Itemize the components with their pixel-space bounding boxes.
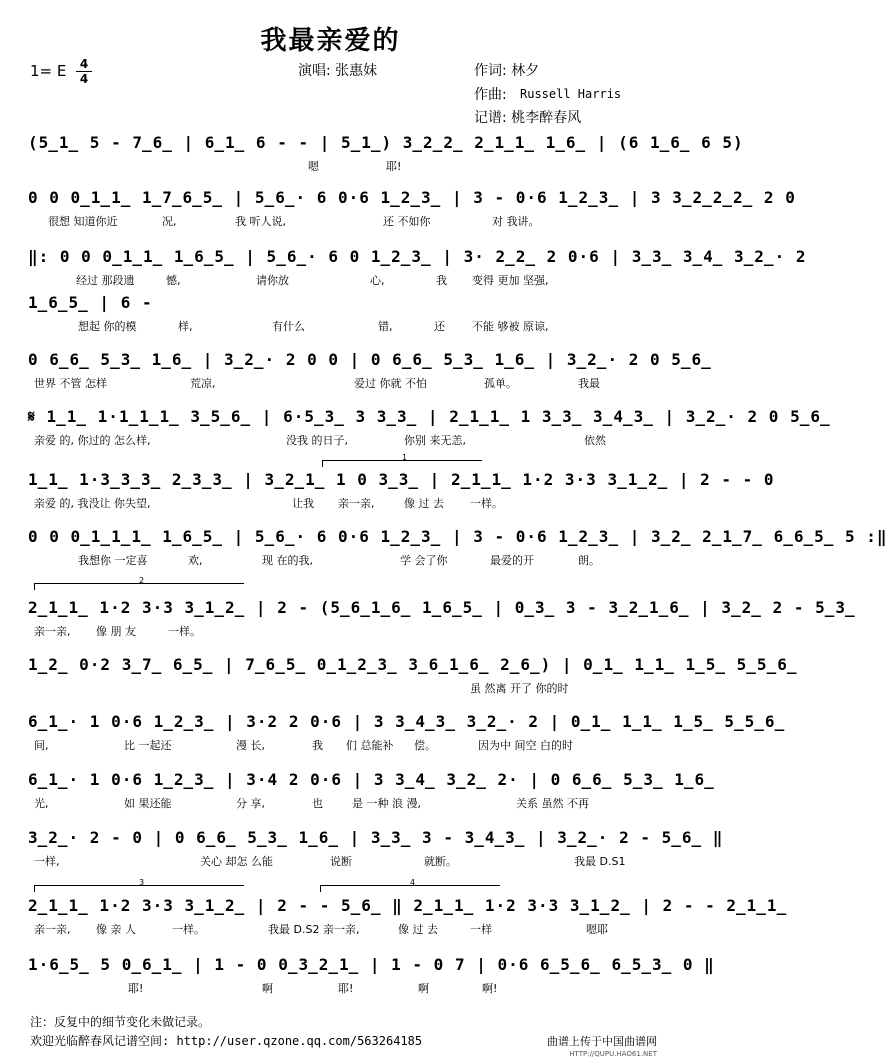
score-row-5: 0 6̲6̲ 5̲3̲ 1̲6̲ | 3̲2̲· 2 0 0 | 0 6̲6̲ 5̲3̲ 1̲6̲ | 3̲2̲· 2 0 5̲6̲ <box>28 350 712 369</box>
lyric-fragment: 对 我讲。 <box>492 215 540 228</box>
lyric-fragment: 样, <box>178 320 193 333</box>
meter-top: 4 <box>79 57 89 71</box>
lyric-fragment: 依然 <box>584 434 606 447</box>
lyric-fragment: 我 听人说, <box>235 215 286 228</box>
lyric-fragment: 关系 虽然 不再 <box>516 797 589 810</box>
site-watermark <box>547 1035 657 1061</box>
lyric-fragment: 学 会了你 <box>400 554 448 567</box>
score-row-10: 1̲2̲ 0·2 3̲7̲ 6̲5̲ | 7̲6̲5̲ 0̲1̲2̲3̲ 3̲6̲1̲6̲ 2̲6̲) | 0̲1̲ 1̲1̲ 1̲5̲ 5̲5̲6̲ <box>28 655 798 674</box>
lyric-fragment: 啊! <box>482 982 498 995</box>
lyric-fragment: 我 <box>436 274 447 287</box>
lyric-fragment: 间, <box>34 739 49 752</box>
lyric-fragment: 耶! <box>338 982 354 995</box>
lyric-fragment: 嗯耶 <box>586 923 608 936</box>
lyric-fragment: 像 亲 人 <box>96 923 136 936</box>
lyric-fragment: 很想 知道你近 <box>48 215 118 228</box>
lyric-fragment: 因为中 间空 白的时 <box>478 739 573 752</box>
composer-name: Russell Harris <box>520 87 622 101</box>
score-row-8: 0 0 0̲1̲1̲1̲ 1̲6̲5̲ | 5̲6̲· 6 0·6 1̲2̲3̲ | 3 - 0·6 1̲2̲3̲ | 3̲2̲ 2̲1̲7̲ 6̲6̲5̲ 5 :‖ <box>28 527 888 546</box>
page-title: 我最亲爱的 <box>260 26 401 56</box>
lyric-fragment: 亲爱 的, 我没让 你失望, <box>34 497 151 510</box>
lyric-fragment: 虽 然离 开了 你的时 <box>470 682 569 695</box>
lyric-fragment: 错, <box>378 320 393 333</box>
lyric-fragment: 一样 <box>470 923 492 936</box>
lyric-fragment: 一样。 <box>168 625 201 638</box>
watermark-url: HTTP://QUPU.HAO61.NET <box>569 1050 657 1058</box>
lyric-fragment: 像 朋 友 <box>96 625 136 638</box>
composer-label: 作曲: <box>474 87 507 103</box>
lyric-fragment: 亲一亲, <box>34 923 71 936</box>
lyric-fragment: 我想你 一定喜 <box>78 554 148 567</box>
lyric-fragment: 还 不如你 <box>383 215 431 228</box>
lyric-fragment: 一样。 <box>172 923 205 936</box>
lyric-fragment: 心, <box>370 274 385 287</box>
lyric-fragment: 们 总能补 <box>346 739 394 752</box>
score-row-13: 3̲2̲· 2 - 0 | 0 6̲6̲ 5̲3̲ 1̲6̲ | 3̲3̲ 3 - 3̲4̲3̲ | 3̲2̲· 2 - 5̲6̲ ‖ <box>28 828 724 847</box>
lyric-fragment: 有什么 <box>272 320 305 333</box>
lyric-fragment: 世界 不管 怎样 <box>34 377 107 390</box>
footer-welcome: 欢迎光临醉春风记谱空间: http://user.qzone.qq.com/563264185 <box>30 1034 423 1048</box>
lyric-fragment: 像 过 去 <box>404 497 444 510</box>
score-row-7: 1̲1̲ 1·3̲3̲3̲ 2̲3̲3̲ | 3̲2̲1̲ 1 0 3̲3̲ | 2̲1̲1̲ 1·2 3·3 3̲1̲2̲ | 2 - - 0 <box>28 470 775 489</box>
lyric-fragment: 爱过 你就 不怕 <box>354 377 427 390</box>
lyric-fragment: 欢, <box>188 554 203 567</box>
lyric-fragment: 不能 够被 原谅, <box>472 320 549 333</box>
transcriber-credit: 记谱: 桃李醉春风 <box>474 110 582 126</box>
lyric-fragment: 亲一亲, <box>338 497 375 510</box>
lyric-fragment: 啊 <box>262 982 273 995</box>
lyric-fragment: 一样。 <box>470 497 503 510</box>
lyric-fragment: 说断 <box>330 855 352 868</box>
lyric-fragment: 我最 <box>578 377 600 390</box>
volta-bracket: 4 <box>320 885 500 886</box>
lyric-fragment: 憾, <box>166 274 181 287</box>
lyricist-credit: 作词: 林夕 <box>474 63 540 79</box>
lyric-fragment: 让我 <box>292 497 314 510</box>
lyric-fragment: 耶! <box>128 982 144 995</box>
meter-bottom: 4 <box>79 72 89 86</box>
score-row-3: ‖: 0 0 0̲1̲1̲ 1̲6̲5̲ | 5̲6̲· 6 0 1̲2̲3̲ | 3· 2̲2̲ 2 0·6 | 3̲3̲ 3̲4̲ 3̲2̲· 2 <box>28 247 807 266</box>
footer-note: 注：反复中的细节变化未做记录。 <box>30 1015 211 1029</box>
lyric-fragment: 如 果还能 <box>124 797 172 810</box>
lyric-fragment: 关心 却怎 么能 <box>200 855 273 868</box>
singer-credit: 演唱: 张惠妹 <box>298 63 378 79</box>
score-row-14: 2̲1̲1̲ 1·2 3·3 3̲1̲2̲ | 2 - - 5̲6̲ ‖ 2̲1̲1̲ 1·2 3·3 3̲1̲2̲ | 2 - - 2̲1̲1̲ <box>28 896 788 915</box>
lyric-fragment: 孤单。 <box>484 377 517 390</box>
key-signature: 1= E <box>30 62 67 80</box>
score-row-15: 1·6̲5̲ 5 0̲6̲1̲ | 1 - 0 0̲3̲2̲1̲ | 1 - 0 7 | 0·6 6̲5̲6̲ 6̲5̲3̲ 0 ‖ <box>28 955 715 974</box>
lyric-fragment: 朗。 <box>578 554 600 567</box>
lyric-fragment: 分 享, <box>236 797 265 810</box>
lyric-fragment: 我最 D.S1 <box>574 855 626 868</box>
lyric-fragment: 就断。 <box>424 855 457 868</box>
lyric-fragment: 比 一起还 <box>124 739 172 752</box>
lyric-fragment: 请你放 <box>256 274 289 287</box>
lyric-fragment: 是 一种 浪 漫, <box>352 797 421 810</box>
lyric-fragment: 光, <box>34 797 49 810</box>
lyric-fragment: 啊 <box>418 982 429 995</box>
lyric-fragment: 漫 长, <box>236 739 265 752</box>
lyric-fragment: 也 <box>312 797 323 810</box>
volta-bracket: 1 <box>322 460 482 461</box>
lyric-fragment: 我最 D.S2 亲一亲, <box>268 923 360 936</box>
score-row-6: 𝄋 1̲1̲ 1·1̲1̲1̲ 3̲5̲6̲ | 6·5̲3̲ 3 3̲3̲ | 2̲1̲1̲ 1 3̲3̲ 3̲4̲3̲ | 3̲2̲· 2 0 5̲6̲ <box>28 407 831 426</box>
score-row-11: 6̲1̲· 1 0·6 1̲2̲3̲ | 3·2 2 0·6 | 3 3̲4̲3̲ 3̲2̲· 2 | 0̲1̲ 1̲1̲ 1̲5̲ 5̲5̲6̲ <box>28 712 786 731</box>
score-row-2: 0 0 0̲1̲1̲ 1̲7̲6̲5̲ | 5̲6̲· 6 0·6 1̲2̲3̲ | 3 - 0·6 1̲2̲3̲ | 3 3̲2̲2̲2̲ 2 0 <box>28 188 796 207</box>
lyric-fragment: 像 过 去 <box>398 923 438 936</box>
score-row-1: (5̲1̲ 5 - 7̲6̲ | 6̲1̲ 6 - - | 5̲1̲) 3̲2̲2̲ 2̲1̲1̲ 1̲6̲ | (6 1̲6̲ 6 5) <box>28 133 744 152</box>
time-signature <box>76 58 92 85</box>
lyric-fragment: 想起 你的模 <box>78 320 137 333</box>
lyric-fragment: 况, <box>162 215 177 228</box>
lyric-fragment: 嗯 <box>308 160 319 173</box>
score-row-12: 6̲1̲· 1 0·6 1̲2̲3̲ | 3·4 2 0·6 | 3 3̲4̲ 3̲2̲ 2· | 0 6̲6̲ 5̲3̲ 1̲6̲ <box>28 770 715 789</box>
lyric-fragment: 荒凉, <box>190 377 216 390</box>
lyric-fragment: 耶! <box>386 160 402 173</box>
lyric-fragment: 一样, <box>34 855 60 868</box>
lyric-fragment: 我 <box>312 739 323 752</box>
lyric-fragment: 最爱的开 <box>490 554 534 567</box>
score-row-9: 2̲1̲1̲ 1·2 3·3 3̲1̲2̲ | 2 - (5̲6̲1̲6̲ 1̲6̲5̲ | 0̲3̲ 3 - 3̲2̲1̲6̲ | 3̲2̲ 2 - 5̲3̲ <box>28 598 856 617</box>
volta-bracket: 2 <box>34 583 244 584</box>
lyric-fragment: 亲一亲, <box>34 625 71 638</box>
lyric-fragment: 亲爱 的, 你过的 怎么样, <box>34 434 151 447</box>
lyric-fragment: 还 <box>434 320 445 333</box>
lyric-fragment: 经过 那段遗 <box>76 274 135 287</box>
lyric-fragment: 没我 的日子, <box>286 434 348 447</box>
lyric-fragment: 你别 来无恙, <box>404 434 466 447</box>
lyric-fragment: 现 在的我, <box>262 554 313 567</box>
score-row-4: 1̲6̲5̲ | 6 - <box>28 293 153 312</box>
volta-bracket: 3 <box>34 885 244 886</box>
lyric-fragment: 变得 更加 坚强, <box>472 274 549 287</box>
watermark-main: 曲谱上传于中国曲谱网 <box>547 1035 657 1048</box>
lyric-fragment: 偿。 <box>414 739 436 752</box>
